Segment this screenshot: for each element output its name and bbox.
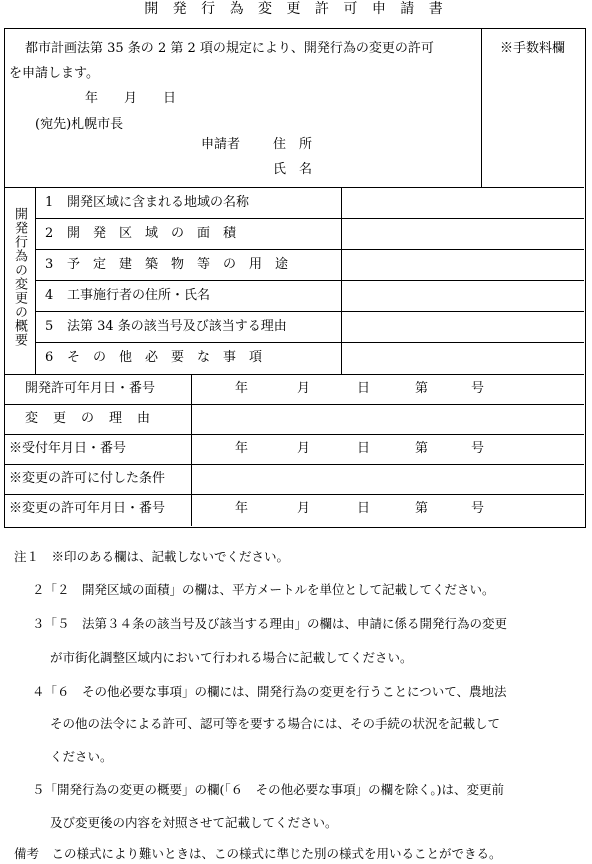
summary-row-4-num: 4 [45,288,54,303]
summary-row-1-label: 開発区域に含まれる地域の名称 [67,195,250,210]
note-3-line2: が市街化調整区域内において行われる場合に記載してください。 [50,650,413,665]
permit-day: 日 [357,381,371,396]
date-line: 年 月 日 [85,91,177,106]
summary-row-line [35,280,584,281]
permit-year: 年 [235,381,249,396]
summary-row-6-label: そ の 他 必 要 な 事 項 [67,350,263,365]
summary-row-1-num: 1 [45,195,54,210]
lower-row-line [5,404,584,405]
receipt-no-prefix: 第 [415,441,429,456]
permit-no-prefix: 第 [415,381,429,396]
addressee: (宛先)札幌市長 [35,117,124,132]
lower-label-divider [191,374,192,526]
lower-row-line [5,494,584,495]
header-bottom-line [5,187,584,188]
summary-row-line [35,218,584,219]
form-title: 開 発 行 為 変 更 許 可 申 請 書 [144,1,448,17]
lower-row-line [5,434,584,435]
note-1: 注１ ※印のある欄は、記載しないでください。 [14,549,290,564]
change-permit-day: 日 [357,501,371,516]
note-3-line1: ３「５ 法第３４条の該当号及び該当する理由」の欄は、申請に係る開発行為の変更 [32,616,508,631]
change-permit-no-suffix: 号 [471,501,485,516]
note-4-line3: ください。 [50,749,113,764]
remark: 備考 この様式により難いときは、この様式に準じた別の様式を用いることができる。 [14,846,502,861]
conditions-label: ※変更の許可に付した条件 [9,471,166,486]
intro-text-line2: を申請します。 [9,66,99,81]
note-5-line2: 及び変更後の内容を対照させて記載してください。 [50,815,338,830]
note-4-line2: その他の法令による許可、認可等を要する場合には、その手続の状況を記載して [50,716,501,731]
change-reason-label: 変 更 の 理 由 [25,411,152,426]
summary-row-3-label: 予 定 建 築 物 等 の 用 途 [67,257,289,272]
summary-bottom-line [5,374,584,375]
receipt-year: 年 [235,441,249,456]
fee-column-label: ※手数料欄 [500,41,566,56]
receipt-month: 月 [297,441,311,456]
summary-row-2-num: 2 [45,226,54,241]
change-permit-year: 年 [235,501,249,516]
note-4-line1: ４「６ その他必要な事項」の欄には、開発行為の変更を行うことについて、農地法 [32,684,507,699]
note-2: ２「２ 開発区域の面積」の欄は、平方メートルを単位として記載してください。 [32,582,495,597]
intro-text-line1: 都市計画法第 35 条の 2 第 2 項の規定により、開発行為の変更の許可 [25,41,434,56]
permit-month: 月 [297,381,311,396]
receipt-date-number-label: ※受付年月日・番号 [9,441,127,456]
summary-row-line [35,311,584,312]
summary-row-5-label: 法第 34 条の該当号及び該当する理由 [67,319,287,334]
summary-section-label: 開発行為の変更の概要 [12,207,27,347]
summary-row-line [35,249,584,250]
applicant-label: 申請者 [201,137,241,152]
permit-date-number-label: 開発許可年月日・番号 [25,381,156,396]
change-permit-no-prefix: 第 [415,501,429,516]
summary-row-4-label: 工事施行者の住所・氏名 [67,288,211,303]
summary-row-5-num: 5 [45,319,54,334]
summary-row-3-num: 3 [45,257,54,272]
address-label: 住 所 [273,137,313,152]
receipt-no-suffix: 号 [471,441,485,456]
application-form-table [4,28,586,528]
permit-no-suffix: 号 [471,381,485,396]
note-5-line1: ５「開発行為の変更の概要」の欄(「６ その他必要な事項」の欄を除く。)は、変更前 [32,782,505,797]
change-permit-month: 月 [297,501,311,516]
summary-row-2-label: 開 発 区 域 の 面 積 [67,226,237,241]
summary-row-6-num: 6 [45,350,54,365]
lower-row-line [5,464,584,465]
summary-row-line [35,342,584,343]
receipt-day: 日 [357,441,371,456]
change-permit-date-number-label: ※変更の許可年月日・番号 [9,501,166,516]
fee-column-divider [481,29,482,187]
name-label: 氏 名 [273,162,313,177]
